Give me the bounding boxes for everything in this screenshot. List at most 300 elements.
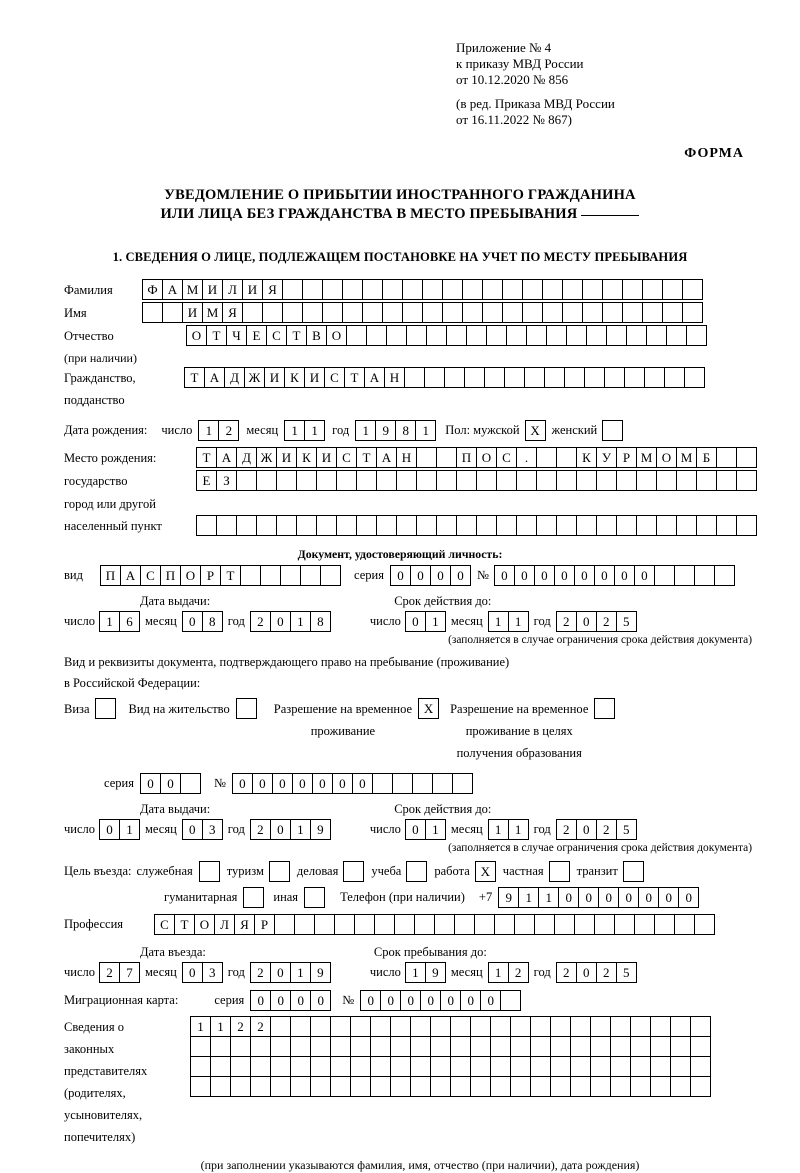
purpose-item-0-checkbox[interactable] bbox=[199, 861, 219, 882]
char-cell[interactable] bbox=[240, 565, 261, 586]
char-cell[interactable]: Ж bbox=[244, 367, 265, 388]
char-cell[interactable] bbox=[550, 1036, 571, 1057]
char-cell[interactable]: 0 bbox=[160, 773, 181, 794]
citizenship-input[interactable] bbox=[184, 367, 704, 388]
stay-day-input[interactable] bbox=[405, 962, 445, 983]
char-cell[interactable] bbox=[382, 302, 403, 323]
char-cell[interactable] bbox=[270, 1016, 291, 1037]
char-cell[interactable] bbox=[310, 1076, 331, 1097]
char-cell[interactable]: 0 bbox=[420, 990, 441, 1011]
char-cell[interactable] bbox=[530, 1056, 551, 1077]
char-cell[interactable] bbox=[610, 1056, 631, 1077]
char-cell[interactable]: X bbox=[475, 861, 496, 882]
char-cell[interactable] bbox=[684, 367, 705, 388]
char-cell[interactable]: 5 bbox=[616, 962, 637, 983]
char-cell[interactable] bbox=[586, 325, 607, 346]
char-cell[interactable] bbox=[490, 1076, 511, 1097]
char-cell[interactable] bbox=[510, 1076, 531, 1097]
char-cell[interactable] bbox=[446, 325, 467, 346]
char-cell[interactable] bbox=[606, 325, 627, 346]
char-cell[interactable]: 0 bbox=[292, 773, 313, 794]
char-cell[interactable] bbox=[230, 1036, 251, 1057]
char-cell[interactable] bbox=[432, 773, 453, 794]
char-cell[interactable] bbox=[382, 279, 403, 300]
char-cell[interactable] bbox=[594, 698, 615, 719]
char-cell[interactable] bbox=[594, 914, 615, 935]
char-cell[interactable]: 0 bbox=[618, 887, 639, 908]
char-cell[interactable] bbox=[330, 1036, 351, 1057]
char-cell[interactable]: 3 bbox=[202, 819, 223, 840]
char-cell[interactable] bbox=[530, 1016, 551, 1037]
char-cell[interactable] bbox=[650, 1016, 671, 1037]
char-cell[interactable] bbox=[536, 470, 557, 491]
char-cell[interactable]: С bbox=[140, 565, 161, 586]
char-cell[interactable]: А bbox=[216, 447, 237, 468]
entry-month-input[interactable] bbox=[182, 962, 222, 983]
char-cell[interactable]: З bbox=[216, 470, 237, 491]
char-cell[interactable] bbox=[664, 367, 685, 388]
char-cell[interactable] bbox=[372, 773, 393, 794]
char-cell[interactable] bbox=[690, 1016, 711, 1037]
char-cell[interactable]: Л bbox=[222, 279, 243, 300]
char-cell[interactable] bbox=[582, 279, 603, 300]
char-cell[interactable]: О bbox=[186, 325, 207, 346]
char-cell[interactable]: 2 bbox=[556, 962, 577, 983]
char-cell[interactable] bbox=[590, 1016, 611, 1037]
permit-number-input[interactable] bbox=[232, 773, 472, 794]
char-cell[interactable] bbox=[484, 367, 505, 388]
profession-input[interactable] bbox=[154, 914, 714, 935]
char-cell[interactable] bbox=[410, 1036, 431, 1057]
identity-issue-day-input[interactable] bbox=[99, 611, 139, 632]
char-cell[interactable]: 9 bbox=[425, 962, 446, 983]
char-cell[interactable] bbox=[694, 914, 715, 935]
char-cell[interactable]: 0 bbox=[574, 565, 595, 586]
char-cell[interactable] bbox=[296, 515, 317, 536]
representatives-input-2[interactable] bbox=[190, 1036, 710, 1057]
char-cell[interactable] bbox=[522, 302, 543, 323]
char-cell[interactable] bbox=[342, 279, 363, 300]
char-cell[interactable]: 0 bbox=[634, 565, 655, 586]
char-cell[interactable] bbox=[370, 1036, 391, 1057]
char-cell[interactable] bbox=[276, 470, 297, 491]
char-cell[interactable] bbox=[556, 447, 577, 468]
char-cell[interactable]: 0 bbox=[578, 887, 599, 908]
char-cell[interactable] bbox=[490, 1036, 511, 1057]
char-cell[interactable] bbox=[610, 1016, 631, 1037]
char-cell[interactable] bbox=[670, 1056, 691, 1077]
char-cell[interactable] bbox=[662, 302, 683, 323]
char-cell[interactable] bbox=[530, 1036, 551, 1057]
char-cell[interactable]: М bbox=[182, 279, 203, 300]
char-cell[interactable]: 2 bbox=[508, 962, 529, 983]
char-cell[interactable]: Т bbox=[344, 367, 365, 388]
char-cell[interactable] bbox=[466, 325, 487, 346]
char-cell[interactable] bbox=[696, 515, 717, 536]
char-cell[interactable] bbox=[570, 1076, 591, 1097]
char-cell[interactable] bbox=[416, 447, 437, 468]
char-cell[interactable] bbox=[644, 367, 665, 388]
char-cell[interactable] bbox=[436, 470, 457, 491]
char-cell[interactable]: 0 bbox=[99, 819, 120, 840]
char-cell[interactable] bbox=[282, 279, 303, 300]
char-cell[interactable] bbox=[490, 1056, 511, 1077]
char-cell[interactable] bbox=[504, 367, 525, 388]
char-cell[interactable] bbox=[334, 914, 355, 935]
char-cell[interactable]: 2 bbox=[250, 611, 271, 632]
char-cell[interactable]: 2 bbox=[218, 420, 239, 441]
char-cell[interactable] bbox=[624, 367, 645, 388]
char-cell[interactable]: 0 bbox=[638, 887, 659, 908]
char-cell[interactable] bbox=[430, 1036, 451, 1057]
char-cell[interactable]: 0 bbox=[598, 887, 619, 908]
char-cell[interactable] bbox=[250, 1056, 271, 1077]
char-cell[interactable]: 0 bbox=[252, 773, 273, 794]
char-cell[interactable] bbox=[674, 565, 695, 586]
char-cell[interactable] bbox=[410, 1056, 431, 1077]
char-cell[interactable]: А bbox=[204, 367, 225, 388]
char-cell[interactable] bbox=[502, 302, 523, 323]
char-cell[interactable] bbox=[414, 914, 435, 935]
char-cell[interactable] bbox=[296, 470, 317, 491]
char-cell[interactable]: Л bbox=[214, 914, 235, 935]
char-cell[interactable]: М bbox=[636, 447, 657, 468]
char-cell[interactable]: 1 bbox=[198, 420, 219, 441]
char-cell[interactable]: 0 bbox=[140, 773, 161, 794]
char-cell[interactable] bbox=[430, 1056, 451, 1077]
name-input[interactable] bbox=[142, 302, 702, 323]
char-cell[interactable]: Ч bbox=[226, 325, 247, 346]
char-cell[interactable] bbox=[690, 1056, 711, 1077]
char-cell[interactable]: 2 bbox=[250, 1016, 271, 1037]
char-cell[interactable] bbox=[436, 447, 457, 468]
char-cell[interactable] bbox=[482, 279, 503, 300]
char-cell[interactable]: У bbox=[596, 447, 617, 468]
char-cell[interactable]: 8 bbox=[202, 611, 223, 632]
char-cell[interactable] bbox=[534, 914, 555, 935]
char-cell[interactable] bbox=[462, 279, 483, 300]
char-cell[interactable]: 1 bbox=[290, 819, 311, 840]
char-cell[interactable]: 0 bbox=[576, 962, 597, 983]
char-cell[interactable]: 0 bbox=[405, 819, 426, 840]
char-cell[interactable]: 0 bbox=[232, 773, 253, 794]
stay-year-input[interactable] bbox=[556, 962, 636, 983]
char-cell[interactable] bbox=[716, 470, 737, 491]
char-cell[interactable]: А bbox=[162, 279, 183, 300]
char-cell[interactable]: 0 bbox=[270, 962, 291, 983]
char-cell[interactable]: 0 bbox=[514, 565, 535, 586]
char-cell[interactable] bbox=[544, 367, 565, 388]
char-cell[interactable]: X bbox=[525, 420, 546, 441]
char-cell[interactable]: 8 bbox=[395, 420, 416, 441]
char-cell[interactable] bbox=[590, 1056, 611, 1077]
char-cell[interactable]: 1 bbox=[355, 420, 376, 441]
char-cell[interactable]: Я bbox=[262, 279, 283, 300]
identity-valid-day-input[interactable] bbox=[405, 611, 445, 632]
birth-month-input[interactable] bbox=[284, 420, 324, 441]
char-cell[interactable]: А bbox=[376, 447, 397, 468]
permit-series-input[interactable] bbox=[140, 773, 200, 794]
char-cell[interactable] bbox=[450, 1076, 471, 1097]
char-cell[interactable] bbox=[590, 1076, 611, 1097]
char-cell[interactable] bbox=[576, 470, 597, 491]
char-cell[interactable]: К bbox=[296, 447, 317, 468]
char-cell[interactable] bbox=[526, 325, 547, 346]
char-cell[interactable] bbox=[662, 279, 683, 300]
char-cell[interactable]: 0 bbox=[270, 990, 291, 1011]
char-cell[interactable]: Т bbox=[220, 565, 241, 586]
char-cell[interactable]: 1 bbox=[488, 962, 509, 983]
char-cell[interactable] bbox=[444, 367, 465, 388]
char-cell[interactable] bbox=[482, 302, 503, 323]
char-cell[interactable] bbox=[236, 515, 257, 536]
char-cell[interactable] bbox=[356, 515, 377, 536]
char-cell[interactable]: 2 bbox=[250, 962, 271, 983]
char-cell[interactable] bbox=[230, 1076, 251, 1097]
char-cell[interactable] bbox=[412, 773, 433, 794]
char-cell[interactable]: С bbox=[324, 367, 345, 388]
char-cell[interactable] bbox=[456, 515, 477, 536]
char-cell[interactable] bbox=[502, 279, 523, 300]
char-cell[interactable] bbox=[376, 515, 397, 536]
char-cell[interactable] bbox=[642, 279, 663, 300]
char-cell[interactable] bbox=[610, 1036, 631, 1057]
char-cell[interactable] bbox=[670, 1036, 691, 1057]
permit-issue-month-input[interactable] bbox=[182, 819, 222, 840]
char-cell[interactable] bbox=[390, 1076, 411, 1097]
char-cell[interactable]: О bbox=[476, 447, 497, 468]
char-cell[interactable] bbox=[316, 470, 337, 491]
sex-male-checkbox[interactable] bbox=[525, 420, 545, 441]
char-cell[interactable]: Т bbox=[184, 367, 205, 388]
char-cell[interactable] bbox=[392, 773, 413, 794]
char-cell[interactable] bbox=[196, 515, 217, 536]
phone-input[interactable] bbox=[498, 887, 698, 908]
char-cell[interactable]: И bbox=[182, 302, 203, 323]
char-cell[interactable] bbox=[390, 1016, 411, 1037]
representatives-input-4[interactable] bbox=[190, 1076, 710, 1097]
char-cell[interactable] bbox=[320, 565, 341, 586]
char-cell[interactable] bbox=[554, 914, 575, 935]
char-cell[interactable] bbox=[430, 1076, 451, 1097]
char-cell[interactable]: 0 bbox=[576, 611, 597, 632]
purpose-item-1-checkbox[interactable] bbox=[269, 861, 289, 882]
char-cell[interactable] bbox=[564, 367, 585, 388]
char-cell[interactable] bbox=[310, 1036, 331, 1057]
char-cell[interactable]: X bbox=[418, 698, 439, 719]
char-cell[interactable] bbox=[310, 1056, 331, 1077]
char-cell[interactable]: 1 bbox=[290, 611, 311, 632]
char-cell[interactable]: Е bbox=[246, 325, 267, 346]
char-cell[interactable] bbox=[674, 914, 695, 935]
char-cell[interactable] bbox=[270, 1076, 291, 1097]
char-cell[interactable] bbox=[550, 1056, 571, 1077]
char-cell[interactable] bbox=[650, 1076, 671, 1097]
char-cell[interactable] bbox=[350, 1036, 371, 1057]
char-cell[interactable] bbox=[690, 1036, 711, 1057]
char-cell[interactable]: Т bbox=[206, 325, 227, 346]
char-cell[interactable] bbox=[470, 1036, 491, 1057]
char-cell[interactable] bbox=[260, 565, 281, 586]
char-cell[interactable]: Н bbox=[396, 447, 417, 468]
char-cell[interactable]: И bbox=[264, 367, 285, 388]
char-cell[interactable] bbox=[256, 470, 277, 491]
char-cell[interactable]: 1 bbox=[518, 887, 539, 908]
char-cell[interactable] bbox=[290, 1076, 311, 1097]
char-cell[interactable] bbox=[654, 565, 675, 586]
char-cell[interactable] bbox=[656, 470, 677, 491]
char-cell[interactable] bbox=[354, 914, 375, 935]
char-cell[interactable] bbox=[294, 914, 315, 935]
char-cell[interactable]: 1 bbox=[284, 420, 305, 441]
char-cell[interactable]: Т bbox=[356, 447, 377, 468]
char-cell[interactable]: 9 bbox=[310, 819, 331, 840]
char-cell[interactable] bbox=[356, 470, 377, 491]
char-cell[interactable] bbox=[676, 470, 697, 491]
char-cell[interactable] bbox=[276, 515, 297, 536]
char-cell[interactable] bbox=[396, 515, 417, 536]
char-cell[interactable] bbox=[470, 1076, 491, 1097]
birth-year-input[interactable] bbox=[355, 420, 435, 441]
char-cell[interactable] bbox=[386, 325, 407, 346]
char-cell[interactable] bbox=[584, 367, 605, 388]
char-cell[interactable] bbox=[396, 470, 417, 491]
char-cell[interactable] bbox=[510, 1036, 531, 1057]
char-cell[interactable]: 0 bbox=[410, 565, 431, 586]
char-cell[interactable] bbox=[630, 1036, 651, 1057]
char-cell[interactable] bbox=[556, 470, 577, 491]
char-cell[interactable]: А bbox=[120, 565, 141, 586]
char-cell[interactable] bbox=[243, 887, 264, 908]
permit-issue-day-input[interactable] bbox=[99, 819, 139, 840]
char-cell[interactable]: 0 bbox=[182, 611, 203, 632]
char-cell[interactable] bbox=[342, 302, 363, 323]
char-cell[interactable] bbox=[550, 1016, 571, 1037]
char-cell[interactable] bbox=[622, 302, 643, 323]
char-cell[interactable]: 5 bbox=[616, 819, 637, 840]
char-cell[interactable]: 0 bbox=[380, 990, 401, 1011]
char-cell[interactable] bbox=[536, 515, 557, 536]
char-cell[interactable] bbox=[376, 470, 397, 491]
permit-temp-checkbox[interactable] bbox=[418, 698, 438, 719]
char-cell[interactable] bbox=[366, 325, 387, 346]
char-cell[interactable]: И bbox=[202, 279, 223, 300]
char-cell[interactable] bbox=[374, 914, 395, 935]
char-cell[interactable] bbox=[456, 470, 477, 491]
char-cell[interactable]: Т bbox=[174, 914, 195, 935]
char-cell[interactable] bbox=[270, 1056, 291, 1077]
birthplace-input-1[interactable] bbox=[196, 447, 756, 468]
char-cell[interactable] bbox=[454, 914, 475, 935]
char-cell[interactable] bbox=[570, 1056, 591, 1077]
char-cell[interactable] bbox=[362, 302, 383, 323]
char-cell[interactable]: 0 bbox=[558, 887, 579, 908]
identity-valid-month-input[interactable] bbox=[488, 611, 528, 632]
char-cell[interactable]: А bbox=[364, 367, 385, 388]
char-cell[interactable]: Ж bbox=[256, 447, 277, 468]
char-cell[interactable] bbox=[500, 990, 521, 1011]
char-cell[interactable]: П bbox=[160, 565, 181, 586]
char-cell[interactable] bbox=[494, 914, 515, 935]
char-cell[interactable] bbox=[274, 914, 295, 935]
char-cell[interactable]: 2 bbox=[556, 819, 577, 840]
char-cell[interactable]: И bbox=[316, 447, 337, 468]
char-cell[interactable]: 0 bbox=[182, 819, 203, 840]
char-cell[interactable] bbox=[402, 302, 423, 323]
representatives-input-3[interactable] bbox=[190, 1056, 710, 1077]
char-cell[interactable] bbox=[522, 279, 543, 300]
char-cell[interactable] bbox=[694, 565, 715, 586]
representatives-input-1[interactable] bbox=[190, 1016, 710, 1037]
char-cell[interactable]: . bbox=[516, 447, 537, 468]
char-cell[interactable] bbox=[336, 515, 357, 536]
char-cell[interactable]: 3 bbox=[202, 962, 223, 983]
char-cell[interactable] bbox=[304, 887, 325, 908]
char-cell[interactable]: О bbox=[180, 565, 201, 586]
char-cell[interactable] bbox=[696, 470, 717, 491]
char-cell[interactable] bbox=[262, 302, 283, 323]
char-cell[interactable]: К bbox=[576, 447, 597, 468]
birthplace-input-2[interactable] bbox=[196, 470, 756, 491]
char-cell[interactable] bbox=[682, 302, 703, 323]
char-cell[interactable] bbox=[670, 1076, 691, 1097]
char-cell[interactable]: 1 bbox=[99, 611, 120, 632]
char-cell[interactable] bbox=[474, 914, 495, 935]
char-cell[interactable] bbox=[350, 1056, 371, 1077]
sex-female-checkbox[interactable] bbox=[602, 420, 622, 441]
char-cell[interactable] bbox=[476, 515, 497, 536]
char-cell[interactable] bbox=[602, 302, 623, 323]
char-cell[interactable] bbox=[434, 914, 455, 935]
char-cell[interactable] bbox=[670, 1016, 691, 1037]
char-cell[interactable] bbox=[556, 515, 577, 536]
permit-edu-checkbox[interactable] bbox=[594, 698, 614, 719]
char-cell[interactable] bbox=[230, 1056, 251, 1077]
char-cell[interactable]: Е bbox=[196, 470, 217, 491]
char-cell[interactable] bbox=[542, 302, 563, 323]
identity-issue-month-input[interactable] bbox=[182, 611, 222, 632]
char-cell[interactable] bbox=[270, 1036, 291, 1057]
char-cell[interactable]: 0 bbox=[270, 611, 291, 632]
char-cell[interactable] bbox=[736, 470, 757, 491]
char-cell[interactable]: 0 bbox=[405, 611, 426, 632]
char-cell[interactable]: 0 bbox=[430, 565, 451, 586]
char-cell[interactable] bbox=[300, 565, 321, 586]
char-cell[interactable]: 0 bbox=[460, 990, 481, 1011]
char-cell[interactable]: О bbox=[194, 914, 215, 935]
char-cell[interactable]: 9 bbox=[375, 420, 396, 441]
char-cell[interactable]: 2 bbox=[596, 819, 617, 840]
char-cell[interactable]: С bbox=[336, 447, 357, 468]
purpose-item-7-checkbox[interactable] bbox=[243, 887, 263, 908]
char-cell[interactable] bbox=[596, 470, 617, 491]
char-cell[interactable]: 9 bbox=[310, 962, 331, 983]
char-cell[interactable] bbox=[280, 565, 301, 586]
birthplace-input-3[interactable] bbox=[196, 515, 756, 536]
char-cell[interactable]: 1 bbox=[538, 887, 559, 908]
char-cell[interactable] bbox=[650, 1056, 671, 1077]
char-cell[interactable] bbox=[269, 861, 290, 882]
char-cell[interactable] bbox=[610, 1076, 631, 1097]
char-cell[interactable]: К bbox=[284, 367, 305, 388]
char-cell[interactable]: 0 bbox=[390, 565, 411, 586]
char-cell[interactable]: 1 bbox=[425, 611, 446, 632]
birth-day-input[interactable] bbox=[198, 420, 238, 441]
char-cell[interactable] bbox=[370, 1016, 391, 1037]
migration-series-input[interactable] bbox=[250, 990, 330, 1011]
char-cell[interactable]: 0 bbox=[494, 565, 515, 586]
char-cell[interactable] bbox=[210, 1076, 231, 1097]
